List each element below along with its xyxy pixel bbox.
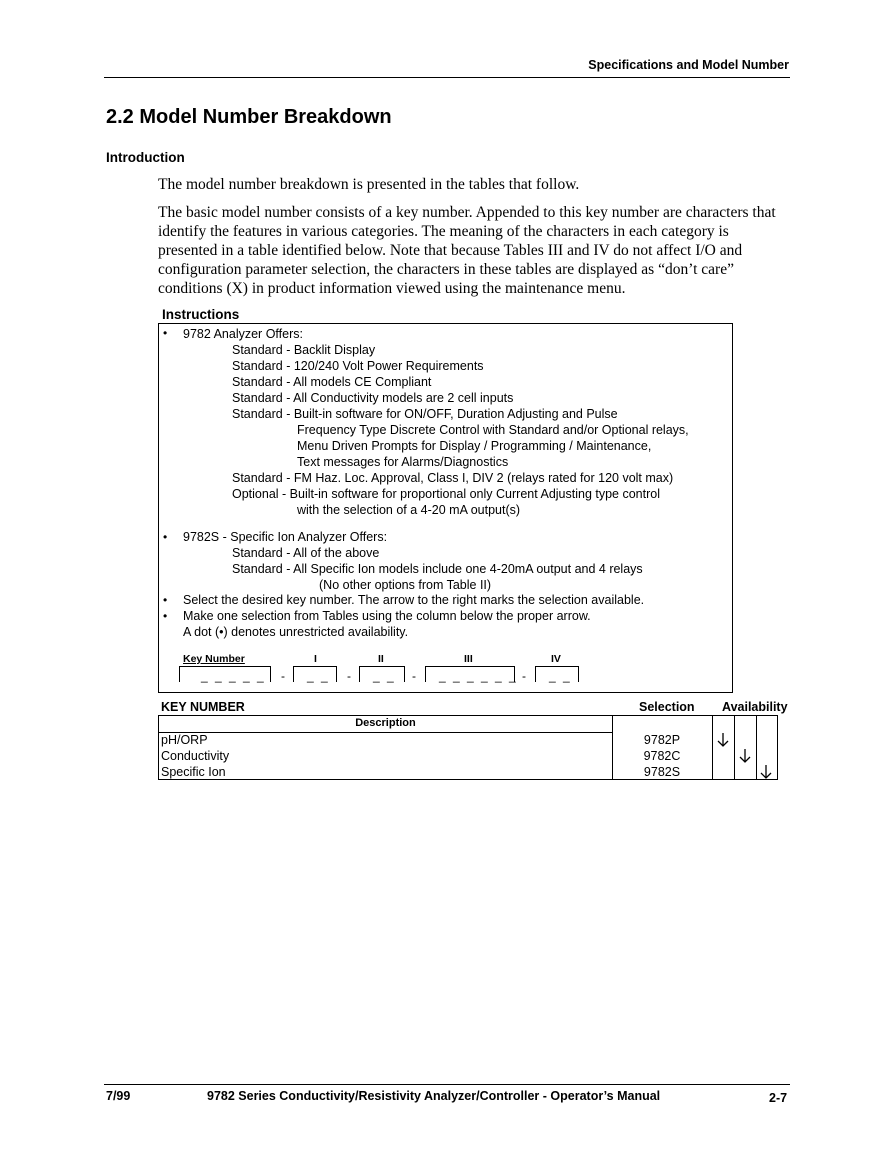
footer-rule — [104, 1084, 790, 1085]
separator: - — [281, 669, 285, 683]
availability-title: Availability — [722, 700, 788, 714]
instruction-line: Standard - 120/240 Volt Power Requirements — [232, 359, 484, 373]
table-iv-slot-text: _ _ — [549, 669, 572, 683]
instruction-line: Standard - All Conductivity models are 2 cell inputs — [232, 391, 514, 405]
instruction-line: Standard - All models CE Compliant — [232, 375, 432, 389]
key-number-table — [158, 715, 778, 780]
row-description: pH/ORP — [161, 733, 208, 747]
row-description: Conductivity — [161, 749, 230, 763]
column-divider — [756, 716, 757, 779]
instruction-line: Make one selection from Tables using the column below the proper arrow. — [183, 609, 591, 623]
down-arrow-icon — [759, 764, 773, 780]
down-arrow-icon — [716, 732, 730, 748]
column-divider — [612, 716, 613, 779]
row-description: Specific Ion — [161, 765, 226, 779]
instruction-line: Standard - Backlit Display — [232, 343, 376, 357]
footer-date: 7/99 — [106, 1089, 131, 1103]
table-i-slot-text: _ _ — [307, 669, 330, 683]
instructions-heading: Instructions — [162, 307, 240, 322]
row-selection: 9782S — [643, 765, 681, 779]
instruction-line: Text messages for Alarms/Diagnostics — [297, 455, 509, 469]
table-label-i: I — [314, 653, 317, 665]
running-header: Specifications and Model Number — [588, 58, 789, 72]
key-number-label: Key Number — [183, 653, 245, 665]
description-header-rule — [159, 732, 612, 733]
instruction-line: with the selection of a 4-20 mA output(s) — [297, 503, 521, 517]
description-header: Description — [355, 717, 416, 729]
column-divider — [712, 716, 713, 779]
table-label-iii: III — [464, 653, 473, 665]
instruction-line: Standard - Built-in software for ON/OFF, Duration Adjusting and Pulse — [232, 407, 618, 421]
separator: - — [412, 669, 416, 683]
separator: - — [522, 669, 526, 683]
instruction-line: Optional - Built-in software for proportional only Current Adjusting type control — [232, 487, 660, 501]
instruction-line: Standard - All of the above — [232, 546, 380, 560]
down-arrow-icon — [738, 748, 752, 764]
instructions-box — [158, 323, 733, 693]
footer-page-number: 2-7 — [769, 1091, 788, 1105]
intro-paragraph-2: The basic model number consists of a key number. Appended to this key number are characters that identify the features in various categories. The meaning of the characters in each category is presented in a table identified below. Note that because Tables III and IV do not affect I/O and configuration parameter selection, the characters in these tables are displayed as “don’t care” conditions (X) in product information viewed using the maintenance menu. — [158, 204, 776, 297]
bullet-2: • — [163, 530, 168, 544]
instruction-line: Select the desired key number. The arrow to the right marks the selection available. — [183, 593, 645, 607]
instruction-line: (No other options from Table II) — [319, 578, 492, 592]
instruction-line: 9782 Analyzer Offers: — [183, 327, 303, 341]
column-divider — [734, 716, 735, 779]
header-rule — [104, 77, 790, 78]
intro-heading: Introduction — [106, 150, 185, 165]
bullet-4: • — [163, 609, 168, 623]
instruction-line: Standard - FM Haz. Loc. Approval, Class I, DIV 2 (relays rated for 120 volt max) — [232, 471, 674, 485]
footer-title: 9782 Series Conductivity/Resistivity Analyzer/Controller - Operator’s Manual — [207, 1089, 661, 1103]
row-selection: 9782C — [643, 749, 681, 763]
instruction-line: 9782S - Specific Ion Analyzer Offers: — [183, 530, 388, 544]
separator: - — [347, 669, 351, 683]
instruction-line: Frequency Type Discrete Control with Standard and/or Optional relays, — [297, 423, 689, 437]
key-number-title: KEY NUMBER — [161, 700, 245, 714]
bullet-1: • — [163, 326, 168, 340]
section-title: 2.2 Model Number Breakdown — [106, 106, 392, 128]
table-label-ii: II — [378, 653, 384, 665]
bullet-3: • — [163, 593, 168, 607]
table-label-iv: IV — [551, 653, 561, 665]
instruction-line: A dot (•) denotes unrestricted availability. — [183, 625, 409, 639]
key-number-slot-text: _ _ _ _ _ — [201, 669, 266, 683]
instruction-line: Menu Driven Prompts for Display / Programming / Maintenance, — [297, 439, 652, 453]
instruction-line: Standard - All Specific Ion models include one 4-20mA output and 4 relays — [232, 562, 643, 576]
row-selection: 9782P — [643, 733, 681, 747]
table-iii-slot-text: _ _ _ _ _ _ — [439, 669, 518, 683]
table-ii-slot-text: _ _ — [373, 669, 396, 683]
intro-paragraph-1: The model number breakdown is presented in the tables that follow. — [158, 176, 580, 193]
selection-title: Selection — [639, 700, 695, 714]
